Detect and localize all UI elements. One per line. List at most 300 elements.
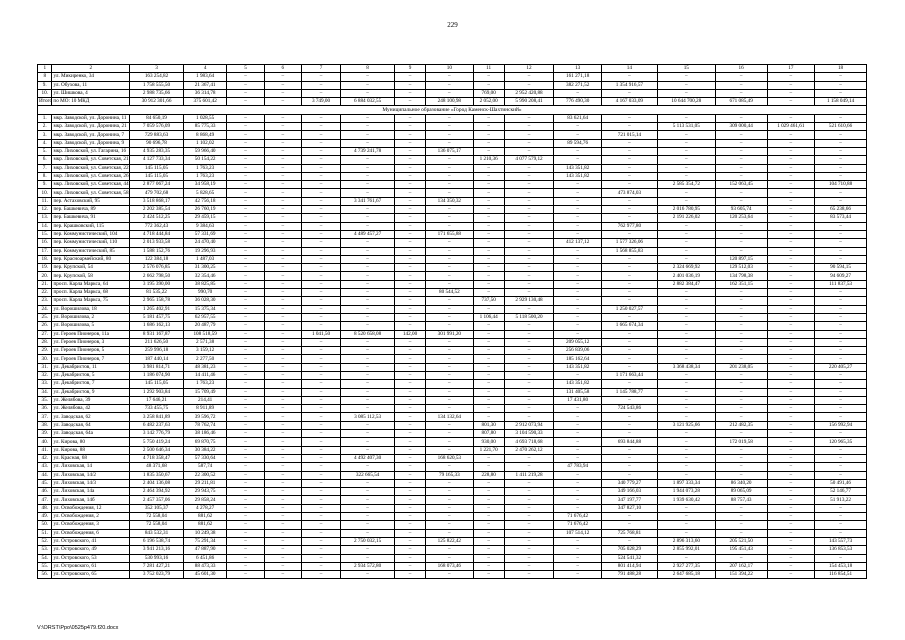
table-cell: – [657, 189, 715, 197]
table-cell: – [767, 289, 815, 297]
table-cell: – [767, 222, 815, 230]
table-cell: пер. Крашковский, 115 [52, 222, 130, 230]
table-cell: 136 075,17 [426, 147, 474, 155]
table-cell: – [815, 529, 867, 537]
table-cell: – [341, 347, 395, 355]
table-cell: – [426, 371, 474, 379]
table-cell: 38 825,85 [183, 280, 226, 288]
table-cell: – [301, 280, 340, 288]
table-cell: ул. Шишкова, 4 [52, 89, 130, 97]
table-cell: – [504, 164, 554, 172]
table-cell: – [767, 81, 815, 89]
table-cell: – [504, 338, 554, 346]
table-cell: 48 371,68 [130, 463, 184, 471]
table-cell: – [301, 504, 340, 512]
table-cell: – [554, 197, 602, 205]
table-cell: 16. [38, 239, 52, 247]
table-cell: 5 990 208,41 [504, 98, 554, 106]
table-cell: – [264, 471, 301, 479]
table-cell: 4 278,27 [183, 504, 226, 512]
table-row [38, 280, 867, 288]
table-cell: – [767, 529, 815, 537]
table-cell: – [554, 471, 602, 479]
table-cell: – [227, 289, 264, 297]
table-cell: – [395, 114, 426, 122]
table-cell: – [815, 347, 867, 355]
table-cell: 43. [38, 463, 52, 471]
table-cell: – [395, 405, 426, 413]
table-cell: ул. Желябова, 42 [52, 405, 130, 413]
table-cell: – [715, 330, 767, 338]
table-cell: – [767, 488, 815, 496]
table-cell: – [504, 396, 554, 404]
table-cell: 6 482 237,63 [130, 421, 184, 429]
table-cell: 108 518,59 [183, 330, 226, 338]
table-cell: 14. [38, 222, 52, 230]
table-cell: 1 158 049,14 [815, 98, 867, 106]
table-cell: – [815, 471, 867, 479]
table-row [38, 147, 867, 155]
table-cell: – [341, 239, 395, 247]
table-cell: 1 028,55 [183, 114, 226, 122]
table-cell: 154 453,18 [815, 562, 867, 570]
table-cell: – [715, 396, 767, 404]
table-cell: – [554, 305, 602, 313]
table-cell: 145 115,05 [130, 172, 184, 180]
table-cell: – [426, 114, 474, 122]
table-cell: – [657, 73, 715, 81]
table-cell: – [341, 496, 395, 504]
table-cell: 1 171 663,44 [601, 371, 657, 379]
table-cell: 33. [38, 380, 52, 388]
table-cell: 21 367,41 [183, 81, 226, 89]
table-cell: 62 957,55 [183, 313, 226, 321]
table-cell: – [554, 247, 602, 255]
table-cell: – [504, 230, 554, 238]
table-cell: – [227, 139, 264, 147]
table-cell: ул. Освобождения, 12 [52, 504, 130, 512]
table-cell: 1 292 903,84 [130, 388, 184, 396]
table-cell: – [264, 81, 301, 89]
table-cell: 143 351,82 [554, 172, 602, 180]
table-cell: – [601, 139, 657, 147]
table-cell: – [264, 313, 301, 321]
table-cell: 2 877 067,24 [130, 181, 184, 189]
table-cell: – [601, 421, 657, 429]
table-cell: – [395, 139, 426, 147]
table-cell: 5 118 500,20 [504, 313, 554, 321]
table-cell: 80 544,52 [426, 289, 474, 297]
table-cell: – [395, 255, 426, 263]
table-cell: – [554, 222, 602, 230]
table-cell: – [473, 322, 504, 330]
table-cell: – [815, 554, 867, 562]
table-cell: – [264, 405, 301, 413]
table-cell: – [657, 139, 715, 147]
table-cell: – [301, 214, 340, 222]
table-cell: – [657, 347, 715, 355]
table-cell: – [395, 446, 426, 454]
table-cell: 143 557,73 [815, 537, 867, 545]
table-cell: – [473, 479, 504, 487]
table-cell: – [395, 338, 426, 346]
table-cell: – [301, 272, 340, 280]
table-cell: 10 249,38 [183, 529, 226, 537]
table-cell: 1 835 350,67 [130, 471, 184, 479]
table-cell: 26 760,19 [183, 206, 226, 214]
table-row [38, 405, 867, 413]
table-cell: – [554, 504, 602, 512]
table-cell: – [473, 413, 504, 421]
table-cell: 205 521,50 [715, 537, 767, 545]
table-cell: – [473, 230, 504, 238]
table-cell: – [301, 363, 340, 371]
table-cell: – [767, 98, 815, 106]
table-cell: – [767, 496, 815, 504]
table-row [38, 114, 867, 122]
table-cell: 172 019,58 [715, 438, 767, 446]
table-cell: – [341, 322, 395, 330]
table-cell: – [554, 438, 602, 446]
table-cell: 2 952 420,88 [504, 89, 554, 97]
table-cell: 2 457 357,06 [130, 496, 184, 504]
table-cell: 24 470,40 [183, 239, 226, 247]
table-row [38, 239, 867, 247]
table-cell: – [473, 131, 504, 139]
table-cell: – [601, 513, 657, 521]
table-cell: – [554, 330, 602, 338]
table-cell: 1 145 788,77 [601, 388, 657, 396]
table-cell: – [657, 330, 715, 338]
table-cell: 50. [38, 521, 52, 529]
table-cell: – [227, 330, 264, 338]
table-cell: – [426, 488, 474, 496]
table-cell: – [473, 123, 504, 131]
table-cell: 930,00 [473, 438, 504, 446]
table-cell: – [767, 247, 815, 255]
table-cell: 301 991,20 [426, 330, 474, 338]
table-cell: – [227, 172, 264, 180]
table-cell: – [341, 488, 395, 496]
table-cell: 168 073,46 [426, 562, 474, 570]
table-cell: – [395, 264, 426, 272]
table-cell: – [657, 322, 715, 330]
table-cell: 163 254,82 [130, 73, 184, 81]
table-cell: 50 491,46 [815, 479, 867, 487]
table-cell: – [767, 239, 815, 247]
table-cell: – [227, 513, 264, 521]
table-cell: – [504, 123, 554, 131]
table-cell: 2 750 032,15 [341, 537, 395, 545]
table-cell: – [715, 313, 767, 321]
table-cell: – [601, 172, 657, 180]
table-row [38, 521, 867, 529]
table-cell: 145 115,05 [130, 164, 184, 172]
table-cell: 220 405,27 [815, 363, 867, 371]
table-cell: – [657, 355, 715, 363]
table-cell: 46. [38, 488, 52, 496]
table-cell: – [264, 479, 301, 487]
table-cell: – [504, 197, 554, 205]
table-cell: – [301, 313, 340, 321]
table-cell: ул. Ворошилова, 2 [52, 313, 130, 321]
table-row [38, 264, 867, 272]
table-cell: – [473, 164, 504, 172]
table-cell: 88 757,43 [715, 496, 767, 504]
table-cell: – [301, 421, 340, 429]
table-cell: 125 822,42 [426, 537, 474, 545]
table-cell: – [715, 197, 767, 205]
table-cell: – [227, 554, 264, 562]
table-cell: 2 191 226,02 [657, 214, 715, 222]
table-cell: 86 340,20 [715, 479, 767, 487]
table-cell: ул. Кирова, 88 [52, 446, 130, 454]
table-cell: – [601, 197, 657, 205]
table-cell: 161 271,18 [554, 73, 602, 81]
table-cell: 10 644 700,28 [657, 98, 715, 106]
table-cell: – [301, 446, 340, 454]
table-cell: – [341, 355, 395, 363]
table-cell: – [301, 463, 340, 471]
table-cell: – [657, 413, 715, 421]
table-cell: – [426, 405, 474, 413]
table-cell: 7 [301, 65, 340, 73]
table-cell: – [426, 446, 474, 454]
table-cell: – [815, 156, 867, 164]
table-cell: – [264, 488, 301, 496]
table-cell: – [715, 247, 767, 255]
table-cell: 212 482,35 [715, 421, 767, 429]
table-cell: – [341, 479, 395, 487]
table-cell: ул. Освобождения, 2 [52, 513, 130, 521]
table-row [38, 413, 867, 421]
table-cell: – [426, 164, 474, 172]
table-cell: 107 514,12 [554, 529, 602, 537]
table-cell: – [473, 181, 504, 189]
table-cell: 34. [38, 388, 52, 396]
table-cell: 2 927 277,35 [657, 562, 715, 570]
table-cell: – [504, 413, 554, 421]
table-cell: – [601, 156, 657, 164]
table-cell: – [264, 164, 301, 172]
table-cell: 22. [38, 289, 52, 297]
table-cell: 30 912 301,66 [130, 98, 184, 106]
table-cell: – [264, 330, 301, 338]
table-cell: – [341, 421, 395, 429]
table-cell: 18 [815, 65, 867, 73]
table-cell: – [715, 89, 767, 97]
table-cell: 259 996,18 [130, 347, 184, 355]
table-cell: 256 839,06 [554, 347, 602, 355]
table-cell: 2 647 685,18 [657, 571, 715, 579]
table-cell: – [301, 89, 340, 97]
table-cell: – [341, 371, 395, 379]
table-cell: 39 596,72 [183, 413, 226, 421]
table-cell: – [426, 438, 474, 446]
table-cell: 30 384,22 [183, 446, 226, 454]
table-cell: 733 455,75 [130, 405, 184, 413]
table-cell: – [395, 371, 426, 379]
table-cell: – [601, 471, 657, 479]
table-cell: – [341, 81, 395, 89]
table-cell: – [815, 255, 867, 263]
table-cell: ул. Заводская, 62 [52, 413, 130, 421]
table-cell: 56. [38, 571, 52, 579]
table-cell: пер. Красноармейский, 80 [52, 255, 130, 263]
table-cell: 11 [473, 65, 504, 73]
table-cell: – [815, 521, 867, 529]
table-cell: 4 693 718,68 [504, 438, 554, 446]
table-cell: 41. [38, 446, 52, 454]
table-cell: 7. [38, 164, 52, 172]
table-cell: 6 451,86 [183, 554, 226, 562]
table-cell: 134 350,32 [426, 197, 474, 205]
table-cell: – [264, 131, 301, 139]
table-cell: – [504, 280, 554, 288]
table-cell: – [601, 73, 657, 81]
table-cell: 2 202 385,54 [130, 206, 184, 214]
table-cell: – [264, 421, 301, 429]
table-cell: 807,80 [473, 430, 504, 438]
table-cell: – [601, 537, 657, 545]
table-cell: – [715, 471, 767, 479]
table-cell: 93 605,74 [715, 206, 767, 214]
table-cell: – [601, 280, 657, 288]
table-cell: 4 127 733,34 [130, 156, 184, 164]
table-cell: 185 162,64 [554, 355, 602, 363]
table-cell: – [426, 396, 474, 404]
table-cell: – [227, 255, 264, 263]
table-cell: ул. Островского, 49 [52, 546, 130, 554]
table-cell: – [227, 222, 264, 230]
table-cell: – [227, 156, 264, 164]
table-cell: – [504, 264, 554, 272]
table-cell: – [767, 189, 815, 197]
table-cell: – [715, 297, 767, 305]
table-cell: – [657, 446, 715, 454]
table-cell: – [227, 363, 264, 371]
table-cell: – [264, 197, 301, 205]
table-cell: – [554, 297, 602, 305]
table-cell: – [426, 81, 474, 89]
table-cell: 55. [38, 562, 52, 570]
table-cell: – [301, 571, 340, 579]
table-cell: – [264, 371, 301, 379]
table-cell: 51. [38, 529, 52, 537]
table-cell: – [301, 255, 340, 263]
table-cell: 45 601,30 [183, 571, 226, 579]
table-cell: 53. [38, 546, 52, 554]
table-cell: – [815, 454, 867, 462]
table-cell: – [395, 521, 426, 529]
table-cell: – [815, 81, 867, 89]
table-cell: – [554, 272, 602, 280]
table-cell: – [395, 504, 426, 512]
table-cell: – [426, 338, 474, 346]
table-cell: 89 594,76 [554, 139, 602, 147]
table-cell: – [227, 446, 264, 454]
table-cell: 13. [38, 214, 52, 222]
table-cell: 3 258 841,89 [130, 413, 184, 421]
document-path: V:\ORST\Ppo\0525p479.f20.docx [37, 625, 119, 631]
table-cell: 5. [38, 147, 52, 155]
table-cell: – [657, 454, 715, 462]
table-cell: – [395, 81, 426, 89]
table-cell: 88 473,33 [183, 562, 226, 570]
table-cell: – [301, 479, 340, 487]
table-cell: – [504, 529, 554, 537]
table-cell: – [227, 521, 264, 529]
table-cell: 14 411,46 [183, 371, 226, 379]
table-cell: – [657, 371, 715, 379]
table-cell: – [815, 147, 867, 155]
table-cell: 4 718 444,84 [130, 230, 184, 238]
table-row [38, 98, 867, 106]
table-cell: – [767, 380, 815, 388]
table-cell: – [504, 546, 554, 554]
table-cell: 9 384,63 [183, 222, 226, 230]
table-cell: – [301, 529, 340, 537]
table-cell: – [815, 313, 867, 321]
table-cell: – [554, 405, 602, 413]
table-cell: – [554, 214, 602, 222]
table-cell: – [264, 513, 301, 521]
table-row [38, 89, 867, 97]
table-cell: – [301, 413, 340, 421]
table-cell: – [473, 363, 504, 371]
table-cell: – [301, 164, 340, 172]
table-cell: – [395, 214, 426, 222]
table-cell: – [473, 355, 504, 363]
table-cell: 48. [38, 504, 52, 512]
table-cell: 2 401 036,19 [657, 272, 715, 280]
table-cell: – [395, 488, 426, 496]
table-cell: – [227, 297, 264, 305]
table-cell: – [601, 164, 657, 172]
table-cell: 1 577 326,06 [601, 239, 657, 247]
table-row [38, 338, 867, 346]
table-cell: 36. [38, 405, 52, 413]
table-cell: – [341, 139, 395, 147]
table-cell: – [264, 98, 301, 106]
table-cell: – [601, 272, 657, 280]
table-cell: – [473, 189, 504, 197]
table-cell: – [815, 131, 867, 139]
table-cell: – [473, 488, 504, 496]
table-cell: – [395, 438, 426, 446]
table-cell: – [301, 496, 340, 504]
table-cell: 3. [38, 131, 52, 139]
table-cell: – [767, 371, 815, 379]
table-cell: – [504, 272, 554, 280]
table-cell: 1 763,23 [183, 380, 226, 388]
table-cell: 90 696,78 [130, 139, 184, 147]
table-cell: – [341, 264, 395, 272]
table-cell: 54. [38, 554, 52, 562]
table-cell: – [601, 289, 657, 297]
table-cell: – [473, 537, 504, 545]
table-cell: 36 028,30 [183, 297, 226, 305]
table-cell: – [715, 239, 767, 247]
table-cell: ул. Островского, 53 [52, 554, 130, 562]
table-cell: 4 492 407,30 [341, 454, 395, 462]
table-cell: 3 341 761,67 [341, 197, 395, 205]
table-cell: – [264, 496, 301, 504]
table-cell: – [227, 131, 264, 139]
table-cell: – [301, 371, 340, 379]
table-row [38, 396, 867, 404]
table-cell: – [504, 181, 554, 189]
